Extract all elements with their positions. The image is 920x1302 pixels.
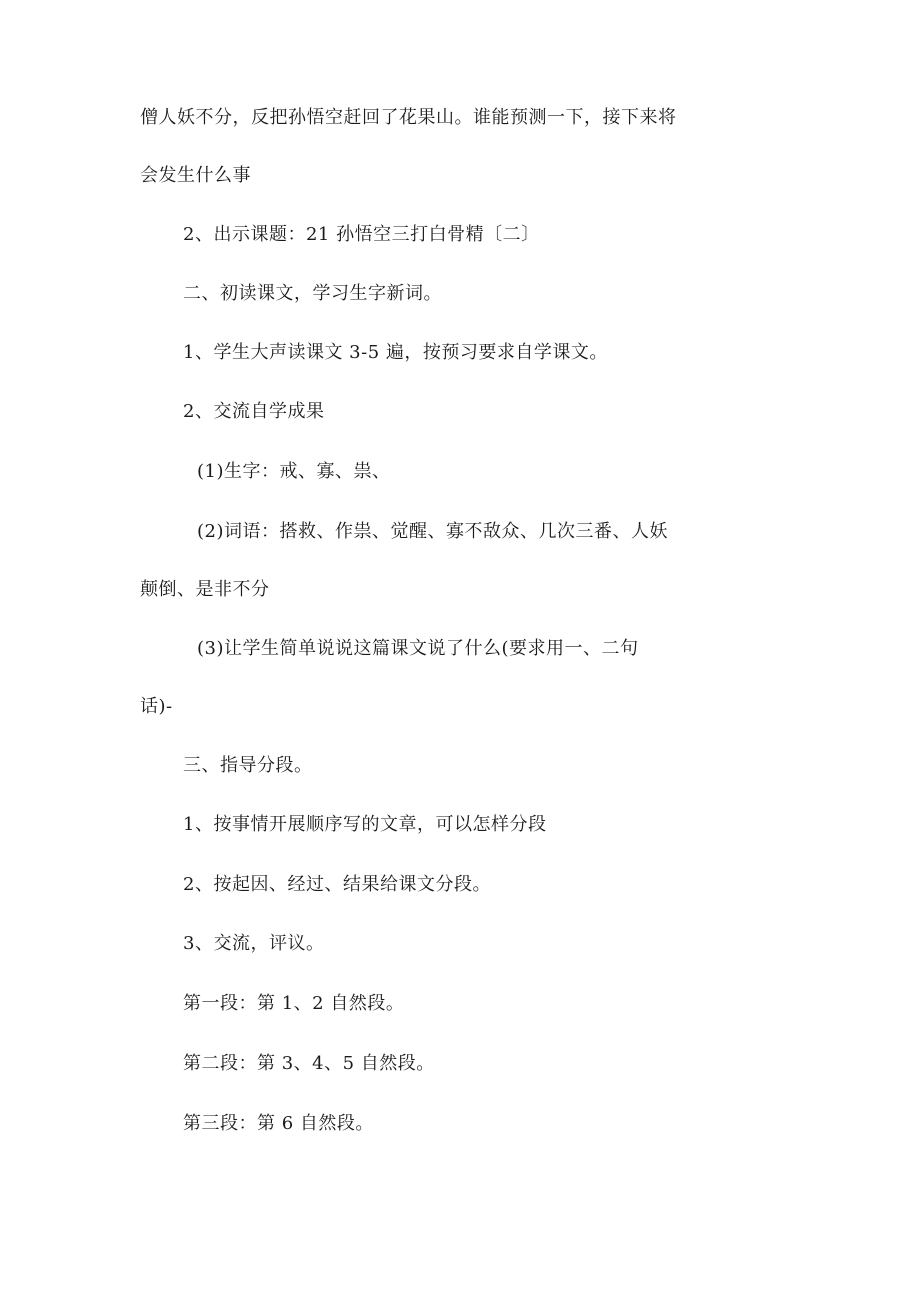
paragraph-line: 会发生什么事 [140, 165, 251, 186]
paragraph-line: 1、按事情开展顺序写的文章，可以怎样分段 [183, 814, 547, 835]
section-heading: 三、指导分段。 [183, 755, 313, 776]
paragraph-line: 3、交流，评议。 [183, 933, 325, 954]
paragraph-line: 2、出示课题：21 孙悟空三打白骨精〔二〕 [183, 224, 540, 245]
paragraph-line: 僧人妖不分，反把孙悟空赶回了花果山。谁能预测一下，接下来将 [140, 107, 677, 128]
paragraph-line: 1、学生大声读课文 3-5 遍，按预习要求自学课文。 [183, 342, 608, 363]
section-heading: 二、初读课文，学习生字新词。 [183, 283, 442, 304]
paragraph-line: 第一段：第 1、2 自然段。 [183, 993, 405, 1014]
paragraph-line: 2、按起因、经过、结果给课文分段。 [183, 874, 491, 895]
paragraph-line: 话)- [140, 696, 173, 717]
paragraph-line: (2)词语：搭救、作祟、觉醒、寡不敌众、几次三番、人妖 [197, 521, 668, 542]
paragraph-line: 第二段：第 3、4、5 自然段。 [183, 1053, 435, 1074]
paragraph-line: 颠倒、是非不分 [140, 579, 270, 600]
paragraph-line: 第三段：第 6 自然段。 [183, 1113, 374, 1134]
paragraph-line: (1)生字：戒、寡、祟、 [197, 461, 391, 482]
paragraph-line: (3)让学生简单说说这篇课文说了什么(要求用一、二句 [197, 638, 639, 659]
paragraph-line: 2、交流自学成果 [183, 401, 325, 422]
